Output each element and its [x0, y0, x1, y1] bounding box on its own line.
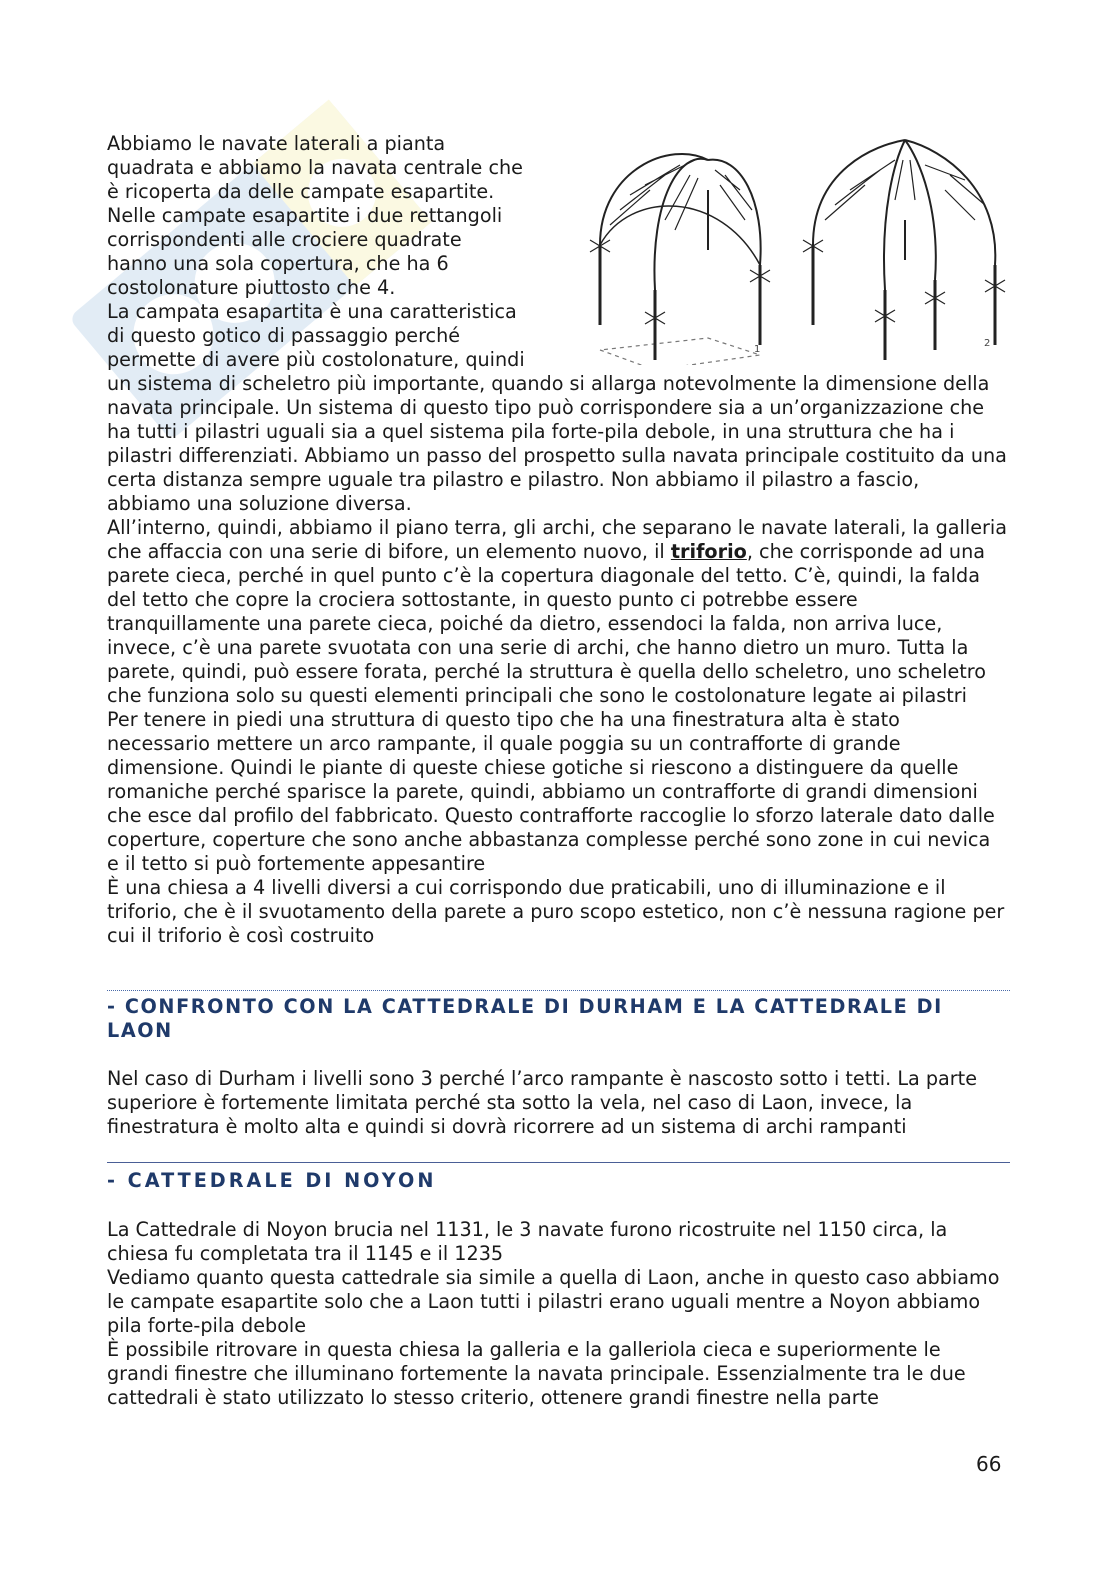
vault-diagram — [570, 130, 1010, 365]
intro-line: quadrata e abbiamo la navata centrale che — [107, 156, 523, 179]
intro-line: corrispondenti alle crociere quadrate — [107, 228, 462, 251]
intro-line: La campata esapartita è una caratteristica — [107, 300, 517, 323]
heading-durham-laon: - CONFRONTO CON LA CATTEDRALE DI DURHAM E LA CATTEDRALE DI LAON — [107, 995, 943, 1042]
page-number: 66 — [976, 1452, 1002, 1476]
figure-label-2: 2 — [984, 338, 991, 349]
intro-line: di questo gotico di passaggio perché — [107, 324, 461, 347]
figure-label-1: 1 — [754, 344, 761, 355]
intro-line: hanno una sola copertura, che ha 6 — [107, 252, 449, 275]
buttress-paragraph: Per tenere in piedi una struttura di questo tipo che ha una finestratura alta è stato necessario mettere un arco rampante, il quale poggia su un contrafforte di grande dimensione. Quindi le piante di queste chiese gotiche si riescono a distinguere da quelle romaniche perché sparisce la parete, quindi, abbiamo un contrafforte di grandi dimensioni che esce dal profilo del fabbricato. Questo contrafforte raccoglie lo sforzo laterale dato dalle coperture, coperture che sono anche abbastanza complesse perché sono zone in cui nevica e il tetto si può fortemente appesantire — [107, 708, 995, 875]
intro-rest: un sistema di scheletro più importante, quando si allarga notevolmente la dimensione della navata principale. Un sistema di questo tipo può corrispondere sia a un’organizzazione che ha tutti i pilastri uguali sia a quel sistema pila forte-pila debole, in una struttura che ha i pilastri differenziati. Abbiamo un passo del prospetto sulla navata principale costituito da una certa distanza sempre uguale tra pilastro e pilastro. Non abbiamo il pilastro a fascio, abbiamo una soluzione diversa. — [107, 372, 1007, 515]
term-triforio: triforio — [670, 540, 747, 563]
intro-line: Abbiamo le navate laterali a pianta — [107, 132, 446, 155]
noyon-paragraph-2: Vediamo quanto questa cattedrale sia simile a quella di Laon, anche in questo caso abbiamo le campate esapartite solo che a Laon tutti i pilastri erano uguali mentre a Noyon abbiamo pila forte-pila debole — [107, 1266, 1000, 1337]
intro-narrow-block — [107, 132, 559, 372]
sexpartite-vault — [803, 140, 1005, 360]
heading-noyon: - CATTEDRALE DI NOYON — [107, 1169, 437, 1192]
quadripartite-vault — [590, 154, 770, 365]
noyon-paragraph-1: La Cattedrale di Noyon brucia nel 1131, le 3 navate furono ricostruite nel 1150 circa, la chiesa fu completata tra il 1145 e il 1235 — [107, 1218, 948, 1265]
noyon-text — [107, 1218, 1007, 1410]
durham-paragraph: Nel caso di Durham i livelli sono 3 perché l’arco rampante è nascosto sotto i tetti. La parte superiore è fortemente limitata perché sta sotto la vela, nel caso di Laon, invece, la finestratura è molto alta e quindi si dovrà ricorrere ad un sistema di archi rampanti — [107, 1067, 978, 1138]
intro-line: permette di avere più costolonature, quindi — [107, 348, 525, 371]
noyon-paragraph-3: È possibile ritrovare in questa chiesa la galleria e la galleriola cieca e superiormente le grandi finestre che illuminano fortemente la navata principale. Essenzialmente tra le due cattedrali è stato utilizzato lo stesso criterio, ottenere grandi finestre nella parte — [107, 1338, 966, 1409]
section-divider-dotted — [107, 990, 1010, 991]
section-divider-solid — [107, 1162, 1010, 1163]
intro-line: è ricoperta da delle campate esapartite. — [107, 180, 495, 203]
intro-line: costolonature piuttosto che 4. — [107, 276, 396, 299]
levels-paragraph: È una chiesa a 4 livelli diversi a cui corrispondo due praticabili, uno di illuminazione e il triforio, che è il svuotamento della parete a puro scopo estetico, non c’è nessuna ragione per cui il triforio è così costruito — [107, 876, 1005, 947]
intro-line: Nelle campate esapartite i due rettangoli — [107, 204, 503, 227]
interior-paragraph: All’interno, quindi, abbiamo il piano terra, gli archi, che separano le navate laterali, la galleria che affaccia con una serie di bifore, un elemento nuovo, il triforio, che corrisponde ad una parete cieca, perché in quel punto c’è la copertura diagonale del tetto. C’è, quindi, la falda del tetto che copre la crociera sottostante, in questo punto ci potrebbe essere tranquillamente una parete cieca, poiché da dietro, essendoci la falda, non arriva luce, invece, c’è una parete svuotata con una serie di archi, che hanno dietro un muro. Tutta la parete, quindi, può essere forata, perché la struttura è quella dello scheletro, uno scheletro che funziona solo su questi elementi principali che sono le costolonature legate ai pilastri — [107, 516, 1007, 707]
